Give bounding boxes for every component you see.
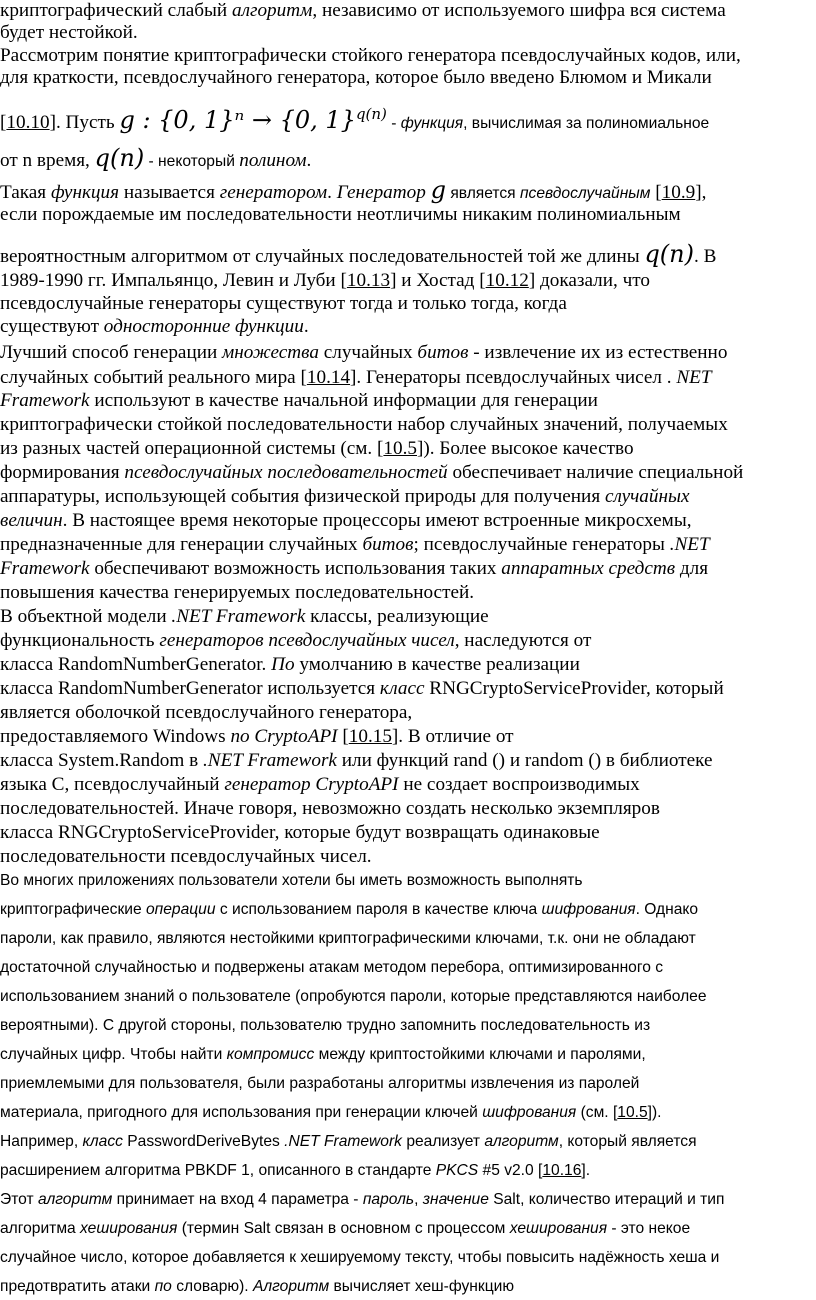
text: приемлемыми для пользователя, были разработаны алгоритмы извлечения из паролей	[0, 1075, 640, 1092]
text: .NET Framework	[284, 1133, 402, 1150]
text: Такая	[0, 182, 51, 203]
text: предназначенные для генерации случайных	[0, 534, 363, 555]
text: если порождаемые им последовательности неотличимы никаким полиномиальным	[0, 204, 681, 225]
reference-link[interactable]: 10.9	[661, 182, 696, 203]
text: битов	[362, 534, 414, 555]
reference-link[interactable]: 10.5	[617, 1104, 648, 1121]
text: для	[675, 558, 709, 579]
text-line	[0, 67, 712, 88]
text-line	[0, 22, 138, 43]
text: .NET Framework	[202, 750, 337, 771]
text: будет нестойкой.	[0, 22, 138, 43]
text-line	[0, 630, 591, 651]
text: функция	[50, 182, 120, 203]
text-line	[0, 1187, 724, 1213]
text-line	[0, 1071, 639, 1097]
text: .NET	[669, 534, 710, 555]
text: повышения качества генерируемых последовательностей.	[0, 582, 475, 603]
text: генератором	[219, 182, 328, 203]
text: криптографический слабый	[0, 0, 233, 21]
text: от n время,	[0, 150, 95, 171]
text: класс	[379, 678, 425, 699]
text-line	[0, 45, 741, 66]
text-line	[0, 367, 712, 388]
text: .	[327, 182, 337, 203]
text: хеширования	[80, 1220, 178, 1237]
text-line	[0, 702, 412, 723]
text: называется	[119, 182, 220, 203]
text-line	[0, 1216, 690, 1242]
text: является оболочкой псевдослучайного генератора,	[0, 702, 413, 723]
text: языка C, псевдослучайный	[0, 774, 225, 795]
text-line	[0, 984, 707, 1010]
text: алгоритм	[232, 0, 313, 21]
text: принимает на вход 4 параметра -	[112, 1191, 363, 1208]
text: -	[386, 115, 401, 132]
text: Framework	[0, 558, 90, 579]
text: ] и Хостад [	[390, 270, 486, 291]
reference-link[interactable]: 10.10	[6, 112, 50, 133]
text-line	[0, 678, 724, 699]
text: не создает воспроизводимых	[398, 774, 640, 795]
text: используют в качестве начальной информации для генерации	[89, 390, 598, 411]
formula-q: q(n)	[644, 240, 694, 268]
text-line	[0, 897, 698, 923]
text: последовательности псевдослучайных чисел.	[0, 846, 372, 867]
text: случайных	[318, 342, 418, 363]
text: , наследуются от	[454, 630, 592, 651]
text: предотвратить атаки	[0, 1278, 155, 1295]
text: класса RandomNumberGenerator используется	[0, 678, 380, 699]
text: PKCS	[435, 1162, 479, 1179]
text: обеспечивает наличие специальной	[447, 462, 744, 483]
text: (см. [	[576, 1104, 618, 1121]
reference-link[interactable]: 10.16	[542, 1162, 582, 1179]
formula-q: q(n)	[94, 144, 145, 172]
text: случайных событий реального мира [	[0, 367, 307, 388]
text: - извлечение их из естественно	[468, 342, 728, 363]
text: аппаратуры, использующей события физической природы для получения	[0, 486, 605, 507]
text: Алгоритм	[252, 1278, 330, 1295]
text: NET	[676, 367, 712, 388]
text-line	[0, 1129, 697, 1155]
text: последовательностей. Иначе говоря, невозможно создать несколько экземпляров	[0, 798, 660, 819]
text: значение	[422, 1191, 489, 1208]
text: , вычислимая за полиномиальное	[463, 115, 710, 132]
text-line	[0, 486, 689, 507]
text-line	[0, 438, 634, 459]
text: псевдослучайные генераторы существуют тогда и только тогда, когда	[0, 293, 567, 314]
text: хеширования	[509, 1220, 608, 1237]
text-line	[0, 955, 663, 981]
text: шифрования	[482, 1104, 577, 1121]
reference-link[interactable]: 10.12	[485, 270, 529, 291]
text: компромисс	[226, 1046, 315, 1063]
text: Этот	[0, 1191, 38, 1208]
text: ]. В отличие от	[391, 726, 514, 747]
text: является	[446, 185, 520, 202]
text: .NET Framework	[171, 606, 306, 627]
formula-superscript: q(n)	[355, 105, 387, 123]
text: ],	[695, 182, 707, 203]
text-line: Такая функция называется генератором. Генератор g является псевдослучайным [10.9],	[0, 176, 707, 204]
text: Во многих приложениях пользователи хотели бы иметь возможность выполнять	[0, 872, 583, 889]
text-line	[0, 204, 681, 225]
text: , который является	[558, 1133, 697, 1150]
text: класс	[82, 1133, 123, 1150]
text: реализует	[401, 1133, 485, 1150]
text: криптографически стойкой последовательности набор случайных значений, получаемых	[0, 414, 728, 435]
text: пароль	[362, 1191, 415, 1208]
text: 1989-1990 гг. Импальянцо, Левин и Луби [	[0, 270, 347, 291]
text: по	[154, 1278, 172, 1295]
text-line	[0, 868, 583, 894]
text-line	[0, 1042, 646, 1068]
text-line	[0, 774, 640, 795]
text: Лучший способ генерации	[0, 342, 223, 363]
text: ; псевдослучайные генераторы	[413, 534, 670, 555]
text: вероятными). С другой стороны, пользователю трудно запомнить последовательность из	[0, 1017, 651, 1034]
text: материала, пригодного для использования при генерации ключей	[0, 1104, 483, 1121]
text-line	[0, 1245, 719, 1271]
text: для краткости, псевдослучайного генератора, которое было введено Блюмом и Микали	[0, 67, 712, 88]
text: формирования	[0, 462, 125, 483]
text: алгоритм	[484, 1133, 559, 1150]
text-line: [10.10]. Пусть g : {0, 1}ⁿ → {0, 1}$^{q(n)}$ - функция, вычислимая за полиномиальное	[0, 105, 710, 134]
text: .	[306, 150, 312, 171]
text: генераторов псевдослучайных чисел	[159, 630, 455, 651]
text: функциональность	[0, 630, 160, 651]
text: словарю).	[171, 1278, 253, 1295]
text: алгоритма	[0, 1220, 81, 1237]
text: PasswordDeriveBytes	[122, 1133, 285, 1150]
text: величин	[0, 510, 63, 531]
text-line	[0, 558, 708, 579]
text: односторонние функции	[103, 316, 304, 337]
text-line	[0, 1013, 650, 1039]
text: расширением алгоритма PBKDF 1, описанного в стандарте	[0, 1162, 436, 1179]
text: по CryptoAPI	[230, 726, 338, 747]
text: [	[337, 726, 349, 747]
text: случайное число, которое добавляется к хешируемому тексту, чтобы повысить надёжность хеша и	[0, 1249, 720, 1266]
text: псевдослучайным	[519, 185, 651, 202]
text: функция	[400, 115, 464, 132]
text: генератор CryptoAPI	[224, 774, 399, 795]
reference-link[interactable]: 10.5	[383, 438, 417, 459]
reference-link[interactable]: 10.14	[306, 367, 351, 388]
formula-g: g	[430, 176, 446, 204]
text: вычисляет хеш-функцию	[329, 1278, 515, 1295]
text: Генератор	[336, 182, 426, 203]
text: класса System.Random в	[0, 750, 203, 771]
text: - это некое	[607, 1220, 691, 1237]
text-line	[0, 316, 309, 337]
text: , независимо от используемого шифра вся система	[312, 0, 726, 21]
text-line	[0, 798, 660, 819]
text-line	[0, 534, 710, 555]
text-line	[0, 1274, 514, 1300]
text: обеспечивают возможность использования таких	[89, 558, 502, 579]
text: класса RandomNumberGenerator.	[0, 654, 272, 675]
text-line	[0, 270, 650, 291]
text-line	[0, 926, 696, 952]
text: . Однако	[635, 901, 699, 918]
reference-link[interactable]: 10.15	[348, 726, 392, 747]
reference-link[interactable]: 10.13	[346, 270, 391, 291]
text-line	[0, 293, 567, 314]
text: Framework	[0, 390, 90, 411]
formula-g-mapping	[119, 106, 386, 134]
text: криптографические	[0, 901, 146, 918]
text: Например,	[0, 1133, 83, 1150]
text: ].	[581, 1162, 591, 1179]
text: - некоторый	[144, 153, 240, 170]
text: Salt, количество итераций и тип	[488, 1191, 725, 1208]
text: с использованием пароля в качестве ключа	[215, 901, 542, 918]
text: RNGCryptoServiceProvider, который	[424, 678, 724, 699]
text: Рассмотрим понятие криптографически стойкого генератора псевдослучайных кодов, или,	[0, 45, 741, 66]
text: достаточной случайностью и подвержены атакам методом перебора, оптимизированного с	[0, 959, 663, 976]
text: шифрования	[541, 901, 636, 918]
text-line	[0, 846, 372, 867]
text: ,	[414, 1191, 423, 1208]
text: ] доказали, что	[528, 270, 650, 291]
text: ]). Более высокое качество	[417, 438, 634, 459]
text-line	[0, 822, 600, 843]
text: умолчанию в качестве реализации	[294, 654, 580, 675]
text: По	[271, 654, 295, 675]
text-line	[0, 390, 598, 411]
text: ]. Генераторы псевдослучайных чисел .	[350, 367, 677, 388]
text: #5 v2.0 [	[478, 1162, 543, 1179]
text: существуют	[0, 316, 104, 337]
text: вероятностным алгоритмом от случайных последовательностей той же длины	[0, 246, 645, 267]
text: класса RNGCryptoServiceProvider, которые будут возвращать одинаковые	[0, 822, 600, 843]
text: алгоритм	[37, 1191, 113, 1208]
text: битов	[417, 342, 469, 363]
text-line	[0, 750, 713, 771]
text: случайных цифр. Чтобы найти	[0, 1046, 227, 1063]
text: . В	[693, 246, 717, 267]
text: или функций rand () и random () в библиотеке	[336, 750, 713, 771]
text: предоставляемого Windows	[0, 726, 231, 747]
text: пароли, как правило, являются нестойкими криптографическими ключами, т.к. они не обладают	[0, 930, 696, 947]
text-line	[0, 0, 726, 21]
text-line	[0, 462, 743, 483]
text: полином	[239, 150, 307, 171]
text-line	[0, 726, 514, 747]
text: (термин Salt связан в основном с процессом	[177, 1220, 510, 1237]
text-line	[0, 510, 692, 531]
text: использованием знаний о пользователе (опробуются пароли, которые представляются наиболее	[0, 988, 707, 1005]
text: аппаратных средств	[501, 558, 676, 579]
text-line	[0, 1158, 590, 1184]
text: ]. Пусть	[49, 112, 120, 133]
text: В объектной модели	[0, 606, 172, 627]
text: операции	[146, 901, 216, 918]
text: ]).	[647, 1104, 662, 1121]
text: .	[303, 316, 309, 337]
text: случайных	[604, 486, 690, 507]
text-line	[0, 1100, 662, 1126]
formula-text: g : {0, 1}ⁿ → {0, 1}	[119, 106, 356, 134]
text: из разных частей операционной системы (см. [	[0, 438, 384, 459]
text-line	[0, 654, 580, 675]
text: классы, реализующие	[305, 606, 489, 627]
text: псевдослучайных последовательностей	[124, 462, 448, 483]
text: . В настоящее время некоторые процессоры имеют встроенные микросхемы,	[62, 510, 692, 531]
text: между криптостойкими ключами и паролями,	[314, 1046, 646, 1063]
text-line	[0, 140, 311, 180]
text-line	[0, 342, 727, 363]
text-line	[0, 606, 489, 627]
text: множества	[222, 342, 319, 363]
text-line	[0, 414, 728, 435]
text-line	[0, 582, 474, 603]
